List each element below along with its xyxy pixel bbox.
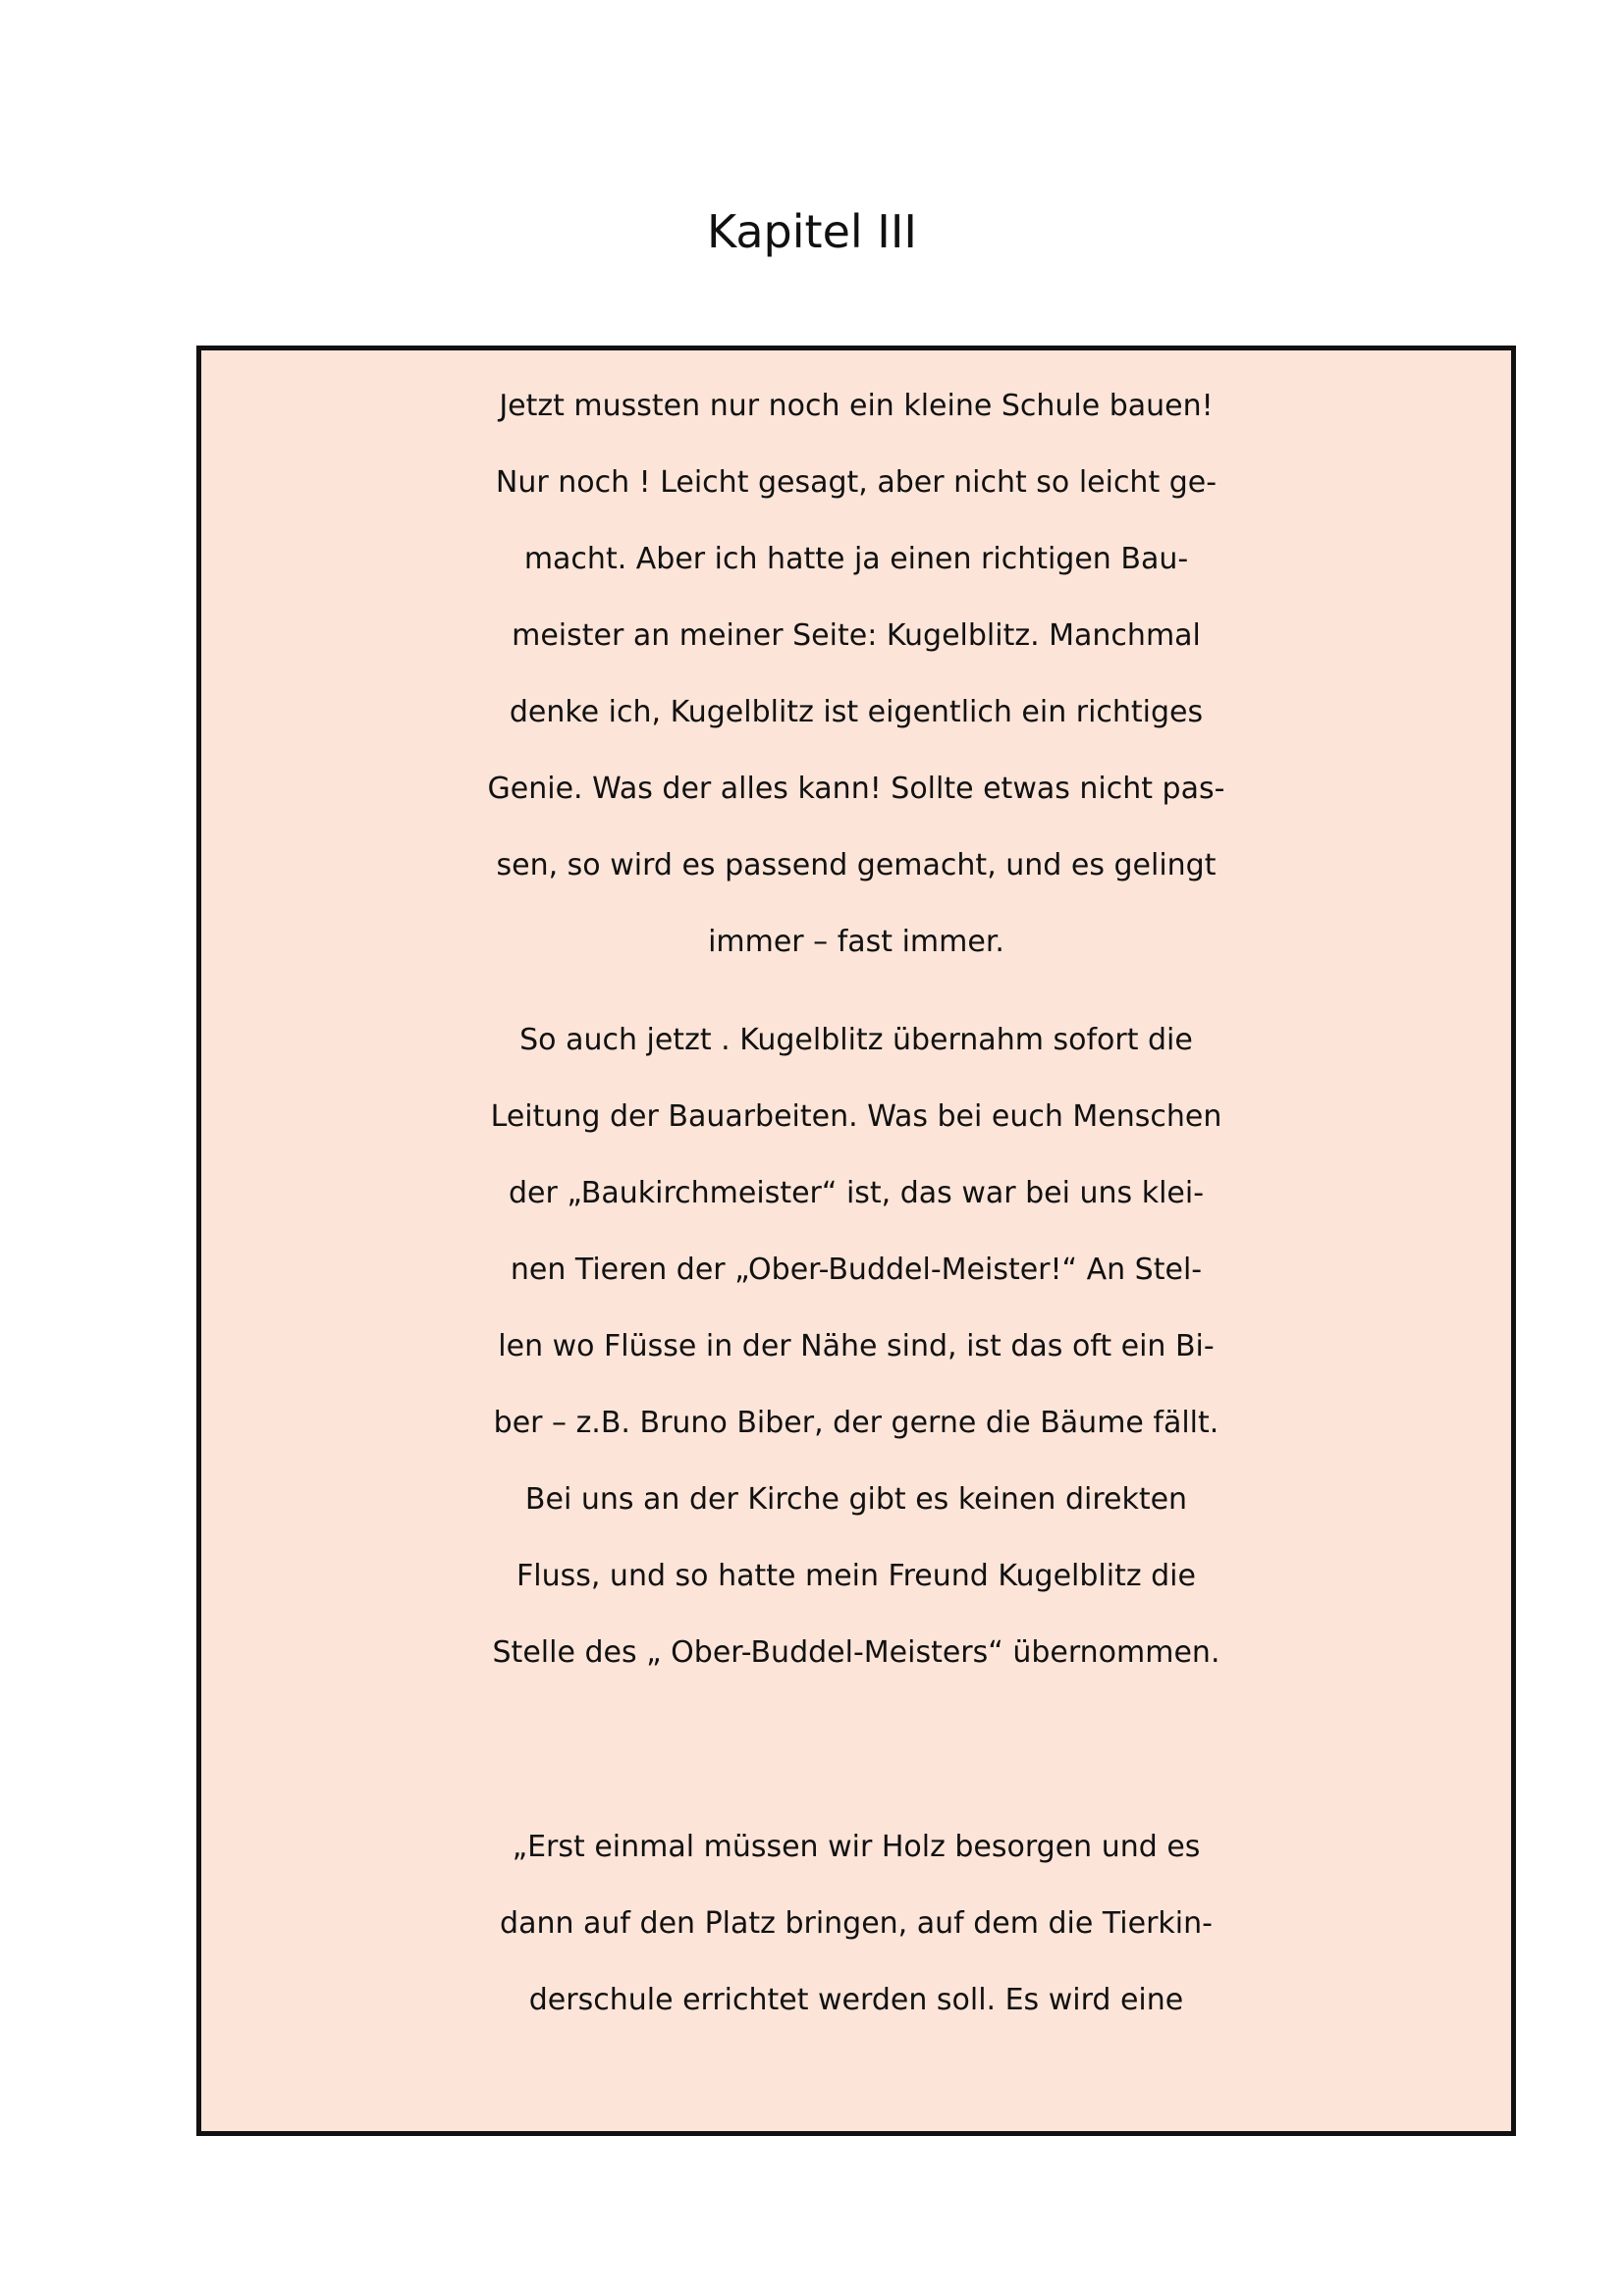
text-line: dann auf den Platz bringen, auf dem die Tierkin- <box>500 1906 1213 1941</box>
text-line: nen Tieren der „Ober-Buddel-Meister!“ An Stel- <box>510 1253 1203 1287</box>
text-line: der „Baukirchmeister“ ist, das war bei uns klei- <box>508 1176 1205 1210</box>
text-line: macht. Aber ich hatte ja einen richtigen Bau- <box>523 542 1189 576</box>
text-line: derschule errichtet werden soll. Es wird eine <box>528 1983 1184 2017</box>
text-line: Fluss, und so hatte mein Freund Kugelblitz die <box>516 1559 1196 1593</box>
text-line: sen, so wird es passend gemacht, und es gelingt <box>496 848 1217 882</box>
paragraph-2 <box>201 1002 1511 1691</box>
text-line: denke ich, Kugelblitz ist eigentlich ein richtiges <box>509 695 1204 729</box>
text-line: ber – z.B. Bruno Biber, der gerne die Bäume fällt. <box>493 1406 1219 1440</box>
text-line: immer – fast immer. <box>708 925 1004 959</box>
text-line: Nur noch ! Leicht gesagt, aber nicht so leicht ge- <box>495 465 1218 500</box>
chapter-title: Kapitel III <box>707 205 917 258</box>
paragraph-1 <box>201 368 1511 981</box>
text-line: Bei uns an der Kirche gibt es keinen direkten <box>524 1482 1188 1517</box>
story-box <box>196 346 1516 2136</box>
story-text <box>201 350 1511 2039</box>
text-line: So auch jetzt . Kugelblitz übernahm sofort die <box>519 1023 1193 1057</box>
text-line: len wo Flüsse in der Nähe sind, ist das oft ein Bi- <box>498 1329 1215 1363</box>
text-line: Jetzt mussten nur noch ein kleine Schule bauen! <box>499 389 1214 423</box>
text-line: Leitung der Bauarbeiten. Was bei euch Menschen <box>490 1099 1222 1134</box>
text-line: Genie. Was der alles kann! Sollte etwas nicht pas- <box>487 772 1225 806</box>
text-line: meister an meiner Seite: Kugelblitz. Manchmal <box>512 618 1201 653</box>
paragraph-3 <box>201 1809 1511 2039</box>
text-line: „Erst einmal müssen wir Holz besorgen und es <box>512 1830 1201 1864</box>
text-line: Stelle des „ Ober-Buddel-Meisters“ übernommen. <box>492 1635 1220 1670</box>
